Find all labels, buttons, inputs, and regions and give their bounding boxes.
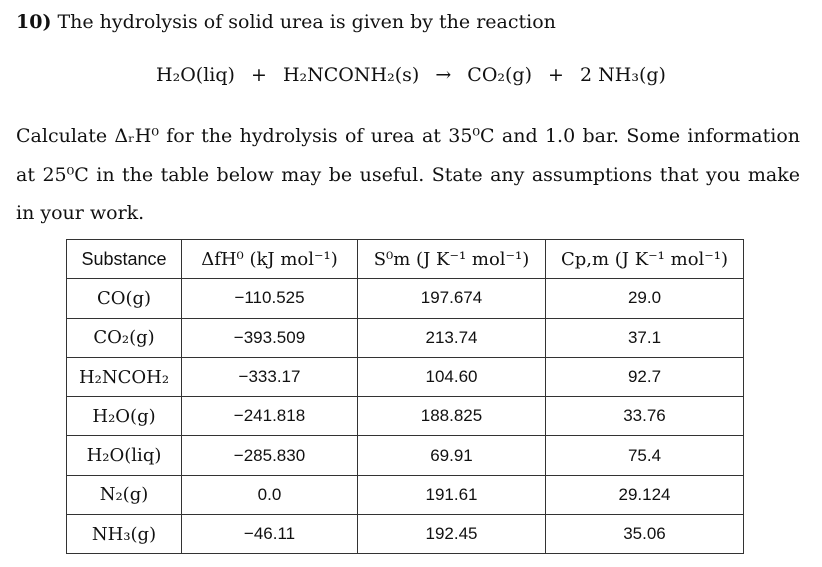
heat-capacity-cell: 29.124: [546, 475, 744, 514]
substance-cell: H₂NCOH₂: [67, 357, 182, 396]
table-row: [67, 279, 744, 318]
substance-cell: H₂O(liq): [67, 436, 182, 475]
product-ammonia: 2 NH₃(g): [580, 64, 666, 86]
enthalpy-cell: −393.509: [182, 318, 358, 357]
instructions-paragraph: Calculate ΔᵣH⁰ for the hydrolysis of urea at 35⁰C and 1.0 bar. Some information at 25⁰C in the table below may be useful. State any assumptions that you make in your work.: [16, 125, 800, 224]
entropy-cell: 188.825: [358, 397, 546, 436]
enthalpy-cell: −46.11: [182, 515, 358, 554]
substance-cell: N₂(g): [67, 475, 182, 514]
heat-capacity-cell: 37.1: [546, 318, 744, 357]
reaction-arrow: →: [435, 64, 452, 86]
table-row: [67, 436, 744, 475]
enthalpy-cell: −110.525: [182, 279, 358, 318]
thermo-data-table: [66, 239, 744, 554]
table-header-row: [67, 240, 744, 279]
header-substance: Substance: [67, 240, 182, 279]
entropy-cell: 69.91: [358, 436, 546, 475]
question-header: [16, 11, 556, 33]
table-row: [67, 318, 744, 357]
reactant-urea: H₂NCONH₂(s): [282, 64, 420, 86]
enthalpy-cell: 0.0: [182, 475, 358, 514]
table-row: [67, 515, 744, 554]
heat-capacity-cell: 92.7: [546, 357, 744, 396]
enthalpy-cell: −285.830: [182, 436, 358, 475]
question-intro: The hydrolysis of solid urea is given by the reaction: [57, 11, 556, 33]
heat-capacity-cell: 33.76: [546, 397, 744, 436]
enthalpy-cell: −333.17: [182, 357, 358, 396]
substance-cell: NH₃(g): [67, 515, 182, 554]
table-row: [67, 475, 744, 514]
heat-capacity-cell: 75.4: [546, 436, 744, 475]
table-row: [67, 357, 744, 396]
entropy-cell: 191.61: [358, 475, 546, 514]
heat-capacity-cell: 29.0: [546, 279, 744, 318]
table-row: [67, 397, 744, 436]
substance-cell: CO₂(g): [67, 318, 182, 357]
question-number: 10): [16, 11, 52, 33]
enthalpy-cell: −241.818: [182, 397, 358, 436]
header-entropy: S⁰m (J K⁻¹ mol⁻¹): [358, 240, 546, 279]
plus-sign: +: [548, 64, 564, 86]
entropy-cell: 197.674: [358, 279, 546, 318]
header-enthalpy: ΔfH⁰ (kJ mol⁻¹): [182, 240, 358, 279]
entropy-cell: 213.74: [358, 318, 546, 357]
entropy-cell: 192.45: [358, 515, 546, 554]
plus-sign: +: [250, 64, 267, 86]
heat-capacity-cell: 35.06: [546, 515, 744, 554]
substance-cell: H₂O(g): [67, 397, 182, 436]
product-co2: CO₂(g): [467, 64, 532, 86]
reactant-water: H₂O(liq): [156, 64, 235, 86]
reaction-equation: [0, 64, 822, 86]
substance-cell: CO(g): [67, 279, 182, 318]
header-heat-capacity: Cp,m (J K⁻¹ mol⁻¹): [546, 240, 744, 279]
entropy-cell: 104.60: [358, 357, 546, 396]
